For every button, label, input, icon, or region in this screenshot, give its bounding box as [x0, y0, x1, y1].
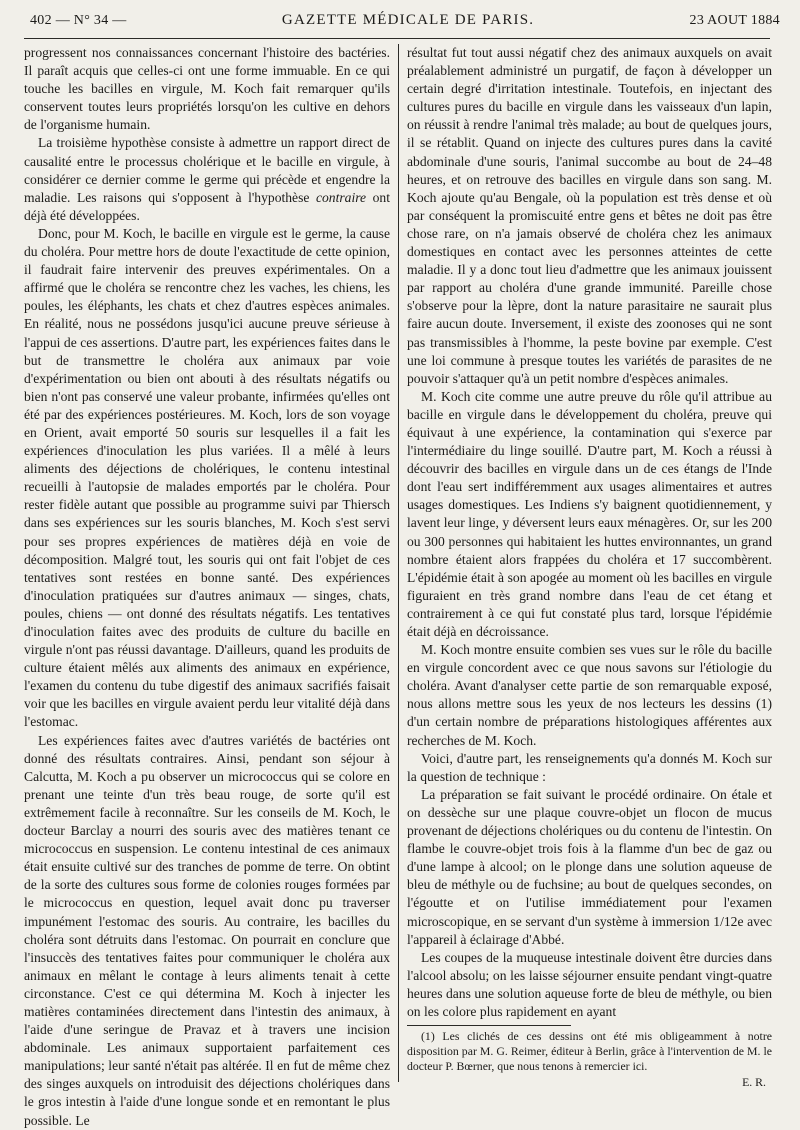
- header-rule: [24, 38, 770, 39]
- paragraph-text: ont déjà été développées.: [24, 189, 390, 223]
- signature: E. R.: [742, 1074, 766, 1089]
- paragraph: résultat fut tout aussi négatif chez des animaux auxquels on avait préalablement administré un purgatif, de façon à développer un certain degré d'irritation intestinale. Toutefois, en injectant des cultures pures du bacille en virgule dans les vaisseaux d'un lapin, on réussit à rendre l'animal très malade; au bout de quelques jours, il se rétablit. Quand on injecte des cultures pures dans la cavité abdominale d'une souris, l'animal succombe au bout de 24–48 heures, et on retrouve des bacilles en virgule dans son sang. M. Koch ajoute qu'au Bengale, où la population est très dense et où par conséquent la promiscuité entre gens et bêtes ne doit pas être chose rare, on n'a jamais observé de choléra chez les animaux domestiques en contact avec les personnes atteintes de cette maladie. Il y a donc tout lieu d'admettre que les animaux jouissent par rapport au choléra d'une grande immunité. Pareille chose s'observe pour la lèpre, dont la nature parasitaire ne saurait plus faire aucun doute. Inversement, il existe des zoonoses qui ne sont pas transmissibles à l'homme, la peste bovine par exemple. C'est une loi commune à presque toutes les variétés de parasites de ne pouvoir s'attaquer qu'à un petit nombre d'espèces animales.: [407, 45, 772, 386]
- paragraph: [24, 134, 390, 224]
- paragraph: Voici, d'autre part, les renseignements qu'a donnés M. Koch sur la question de technique :: [407, 750, 772, 784]
- paragraph: Donc, pour M. Koch, le bacille en virgule est le germe, la cause du choléra. Pour mettre hors de doute l'exactitude de cette opinion, il faudrait faire intervenir des preuves expérimentales. On a affirmé que le choléra se rencontre chez les vaches, les chiens, les poules, les éléphants, les chats et chez d'autres espèces animales. En réalité, nous ne possédons jusqu'ici aucune preuve sérieuse à l'appui de ces assertions. D'autre part, les expériences faites dans le but de transmettre le choléra aux animaux par voie d'expérimentation ou bien ont abouti à des résultats négatifs ou bien n'ont pas conservé une valeur probante, infirmées qu'elles ont été par des expériences postérieures. M. Koch, lors de son voyage en Orient, avait emporté 50 souris sur lesquelles il a fait les expériences d'inoculation les plus variées. Il a mêlé à leurs aliments des déjections de cholériques, le contenu intestinal recueilli à l'autopsie de malades emportés par le choléra. Pour rester fidèle autant que possible au programme suivi par Thiersch dans ses expériences sur les souris blanches, M. Koch s'est servi pour ses propres expériences de matières déjà en voie de décomposition. Malgré tout, les souris qui ont fait l'objet de ces tentatives sont restées en bonne santé. Des expériences d'inoculation pratiquées sur d'autres animaux — singes, chats, poules, chiens — ont donné des résultats négatifs. Les tentatives d'inoculation faites avec des produits de culture du bacille en virgule n'ont pas réussi davantage. D'ailleurs, quand les produits de culture étaient mêlés aux aliments des animaux en expérience, l'examen du contenu du tube digestif des animaux sacrifiés faisait voir que les bacilles en virgule avaient perdu leur vitalité déjà dans l'estomac.: [24, 225, 390, 730]
- paragraph: progressent nos connaissances concernant l'histoire des bactéries. Il paraît acquis que celles-ci ont une forme immuable. En ce qui touche les bacilles en virgule, M. Koch fait remarquer qu'ils conservent toutes leurs propriétés lorsqu'on les cultive en dehors de l'organisme humain.: [24, 45, 390, 133]
- paragraph: M. Koch montre ensuite combien ses vues sur le rôle du bacille en virgule concordent avec ce que nous savons sur l'étiologie du choléra. Avant d'analyser cette partie de son remarquable exposé, nous allons mettre sous les yeux de nos lecteurs les dessins (1) d'un certain nombre de préparations histologiques afférentes aux recherches de M. Koch.: [407, 642, 772, 748]
- left-column: [24, 44, 398, 1128]
- right-column: [398, 44, 772, 1089]
- article-columns: [24, 44, 772, 1128]
- emphasis-text: contraire: [315, 189, 367, 205]
- footnote-rule: [407, 1025, 571, 1026]
- issue-date: 23 AOUT 1884: [689, 13, 780, 28]
- paragraph: Les coupes de la muqueuse intestinale doivent être durcies dans l'alcool absolu; on les laisse séjourner ensuite pendant vingt-quatre heures dans une solution aqueuse forte de bleu de méthyle, ou bien on les colore plus rapidement en ayant: [407, 949, 772, 1019]
- journal-title: GAZETTE MÉDICALE DE PARIS.: [281, 12, 535, 28]
- paragraph: M. Koch cite comme une autre preuve du rôle qu'il attribue au bacille en virgule dans le développement du choléra, preuve qui équivaut à une expérience, la contamination qui s'exerce par l'intermédiaire du linge souillé. D'autre part, M. Koch a réussi à découvrir des bacilles en virgule dans un de ces étangs de l'Inde dont l'eau sert indifféremment aux usages alimentaires et autres usages domestiques. Les Indiens s'y baignent quotidiennement, y lavent leur linge, y déversent leurs eaux ménagères. Or, sur les 200 ou 300 personnes qui habitaient les huttes environnantes, un grand nombre étaient alors frappées du choléra et 17 succombèrent. L'épidémie était à son apogée au moment où les bacilles en virgule figuraient en très grand nombre dans l'eau de cet étang et contrairement à ce qui fut constaté plus tard, lorsque l'épidémie était déjà en décroissance.: [407, 388, 772, 639]
- paragraph: La préparation se fait suivant le procédé ordinaire. On étale et on dessèche sur une plaque couvre-objet un flocon de mucus provenant de déjections cholériques ou du contenu de l'intestin. On flambe le couvre-objet trois fois à la flamme d'un bec de gaz ou d'une lampe à alcool; on le plonge dans une solution aqueuse de bleu de méthyle ou de fuchsine; au bout de quelques secondes, on l'égoutte et on l'utilise immédiatement pour l'examen microscopique, en se servant d'un système à immersion 1/12e avec l'appareil à éclairage d'Abbé.: [407, 786, 772, 947]
- paragraph-text: La troisième hypothèse consiste à admettre un rapport direct de causalité entre le processus cholérique et le bacille en virgule, à considérer ce dernier comme le germe qui précède et engendre la maladie. Les raisons qui s'opposent à l'hypothèse: [24, 135, 390, 205]
- page-header: [16, 12, 786, 34]
- footnote: (1) Les clichés de ces dessins ont été mis obligeamment à notre disposition par M. G. Reimer, éditeur à Berlin, grâce à l'intervention de M. le docteur P. Bœrner, que nous tenons à remercier ici.: [407, 1029, 772, 1074]
- page-number: 402 — N° 34 —: [30, 13, 127, 28]
- paragraph: Les expériences faites avec d'autres variétés de bactéries ont donné des résultats contraires. Ainsi, pendant son séjour à Calcutta, M. Koch a pu observer un micrococcus qui se colore en prenant une teinte d'un très beau rouge, de sorte qu'il est extrêmement facile à reconnaître. Sur les conseils de M. Koch, le docteur Barclay a nourri des souris avec des matières tenant ce micrococcus en suspension. Le contenu intestinal de ces animaux était ensuite cultivé sur des tranches de pomme de terre. On obtint de la sorte des cultures sous forme de colonies rouges formées par le micrococcus en question, lequel avait donc pu traverser impunément l'estomac des souris. Au contraire, les bacilles du choléra sont détruits dans l'estomac. On pourrait en conclure que l'insuccès des tentatives faites pour communiquer le choléra aux animaux en mêlant le contage à leurs aliments tenait à cette circonstance. C'est ce qui détermina M. Koch à injecter les matières contaminées directement dans l'intestin des animaux, à l'aide d'une seringue de Pravaz et à travers une incision abdominale. Les animaux supportaient parfaitement ces manipulations; leur santé n'était pas altérée. Il en fut de même chez des singes auxquels on introduisit des déjections cholériques dans le gros intestin à l'aide d'une longue sonde et en remontant le plus possible. Le: [24, 732, 390, 1128]
